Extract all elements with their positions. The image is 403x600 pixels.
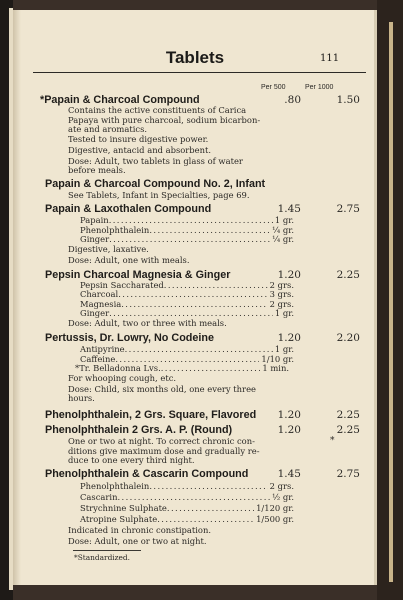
price-per500: .80 — [284, 94, 301, 106]
entry-title: Papain & Charcoal Compound No. 2, Infant — [45, 178, 266, 191]
ingredient-name: *Tr. Belladonna Lvs. — [75, 363, 161, 374]
footnote-divider — [73, 550, 141, 551]
entry-description: One or two at night. To correct chronic con- — [68, 436, 255, 447]
ingredient-row — [80, 514, 294, 524]
ingredient-name: Magnesia — [80, 298, 122, 309]
price-per500: 1.45 — [277, 203, 301, 216]
entry-description: ditions give maximum dose and gradually re- — [68, 445, 260, 456]
price-per1000: 2.75 — [336, 468, 360, 480]
ingredient-row — [80, 308, 294, 318]
entry-title: Papain & Laxothalen Compound — [45, 203, 212, 216]
entry-title: Pertussis, Dr. Lowry, No Codeine — [45, 332, 214, 345]
entry-description: Digestive, antacid and absorbent. — [68, 144, 212, 155]
book-page — [13, 10, 377, 585]
ingredient-row — [75, 363, 289, 373]
entry-description: Digestive, laxative. — [68, 244, 149, 255]
ingredient-qty: 2 grs. — [269, 298, 294, 309]
entry-description: For whooping cough, etc. — [68, 373, 177, 384]
ingredient-qty: ¼ gr. — [272, 224, 294, 235]
page-number: 111 — [320, 53, 340, 64]
ingredient-name: Phenolphthalein — [80, 481, 150, 491]
price-list-body — [13, 10, 377, 585]
entry-description: Indicated in chronic constipation. — [68, 525, 212, 535]
ingredient-qty: 1/500 gr. — [256, 514, 294, 524]
entry-title: Phenolphthalein & Cascarin Compound — [45, 468, 249, 480]
ingredient-name: Cascarin — [80, 492, 118, 502]
ingredient-name: Antipyrine — [80, 344, 125, 355]
ingredient-name: Atropine Sulphate — [80, 514, 158, 524]
entry-description: Tested to insure digestive power. — [68, 134, 209, 145]
price-per1000: 2.25 — [336, 424, 360, 437]
column-header-per500: Per 500 — [261, 84, 286, 91]
price-per500: 1.45 — [277, 468, 301, 480]
ingredient-qty: 2 grs. — [269, 279, 294, 290]
ingredient-name: Pepsin Saccharated — [80, 279, 164, 290]
price-per1000: 2.25 — [336, 268, 360, 281]
ingredient-name: Ginger — [80, 234, 110, 245]
entry-description: before meals. — [68, 165, 126, 176]
ingredient-row — [80, 503, 294, 513]
entry-description: Contains the active constituents of Carica — [68, 105, 247, 116]
ingredient-row — [80, 234, 294, 244]
page-title: Tablets — [165, 48, 225, 67]
asterisk-mark: * — [330, 436, 335, 447]
entry-title: Phenolphthalein 2 Grs. A. P. (Round) — [45, 424, 233, 437]
ingredient-row — [80, 481, 294, 491]
ingredient-qty: 1 gr. — [274, 344, 294, 355]
ingredient-name: Caffeine — [80, 353, 116, 364]
entry-description: duce to one every third night. — [68, 455, 195, 466]
price-per500: 1.20 — [277, 408, 301, 421]
ingredient-qty: 1 gr. — [274, 308, 294, 319]
price-per1000: 2.75 — [336, 203, 360, 216]
entry-description: Dose: Adult, one with meals. — [68, 254, 190, 265]
entry-title: Phenolphthalein, 2 Grs. Square, Flavored — [45, 408, 257, 421]
ingredient-name: Phenolphthalein — [80, 224, 150, 235]
ingredient-qty: 2 grs. — [269, 481, 294, 491]
entry-description: ate and aromatics. — [68, 124, 148, 135]
price-per500: 1.20 — [277, 268, 301, 281]
entry-description: See Tablets, Infant in Specialties, page 69. — [68, 190, 250, 201]
entry-description: Dose: Adult, two tablets in glass of water — [68, 155, 243, 166]
ingredient-qty: 3 grs. — [269, 289, 294, 300]
ingredient-name: Papain — [80, 215, 109, 226]
price-per1000: 1.50 — [336, 94, 360, 106]
ingredient-name: Ginger — [80, 308, 110, 319]
entry-description: Dose: Adult, two or three with meals. — [68, 318, 227, 329]
price-per500: 1.20 — [277, 332, 301, 345]
ingredient-qty: ¼ gr. — [272, 234, 294, 245]
ingredient-qty: 1 min. — [262, 363, 289, 374]
ingredient-qty: ½ gr. — [272, 492, 294, 502]
price-per1000: 2.20 — [336, 332, 360, 345]
entry-description: hours. — [68, 393, 95, 404]
ingredient-row — [80, 492, 294, 502]
entry-title: Pepsin Charcoal Magnesia & Ginger — [45, 268, 231, 281]
entry-description: Dose: Child, six months old, one every three — [68, 383, 256, 394]
ingredient-qty: 1/10 gr. — [261, 353, 294, 364]
book-left-edge — [0, 0, 13, 600]
entry-title: *Papain & Charcoal Compound — [40, 94, 200, 106]
footnote: *Standardized. — [74, 553, 131, 562]
column-header-per1000: Per 1000 — [305, 84, 334, 91]
ingredient-qty: 1/120 gr. — [256, 503, 294, 513]
ingredient-qty: 1 gr. — [274, 215, 294, 226]
book-right-edge — [377, 0, 403, 600]
entry-description: Dose: Adult, one or two at night. — [68, 536, 207, 546]
entry-description: Papaya with pure charcoal, sodium bicarbon- — [68, 114, 261, 125]
price-per1000: 2.25 — [336, 408, 360, 421]
ingredient-name: Charcoal — [80, 289, 119, 300]
price-per500: 1.20 — [277, 424, 301, 437]
ingredient-name: Strychnine Sulphate — [80, 503, 167, 513]
